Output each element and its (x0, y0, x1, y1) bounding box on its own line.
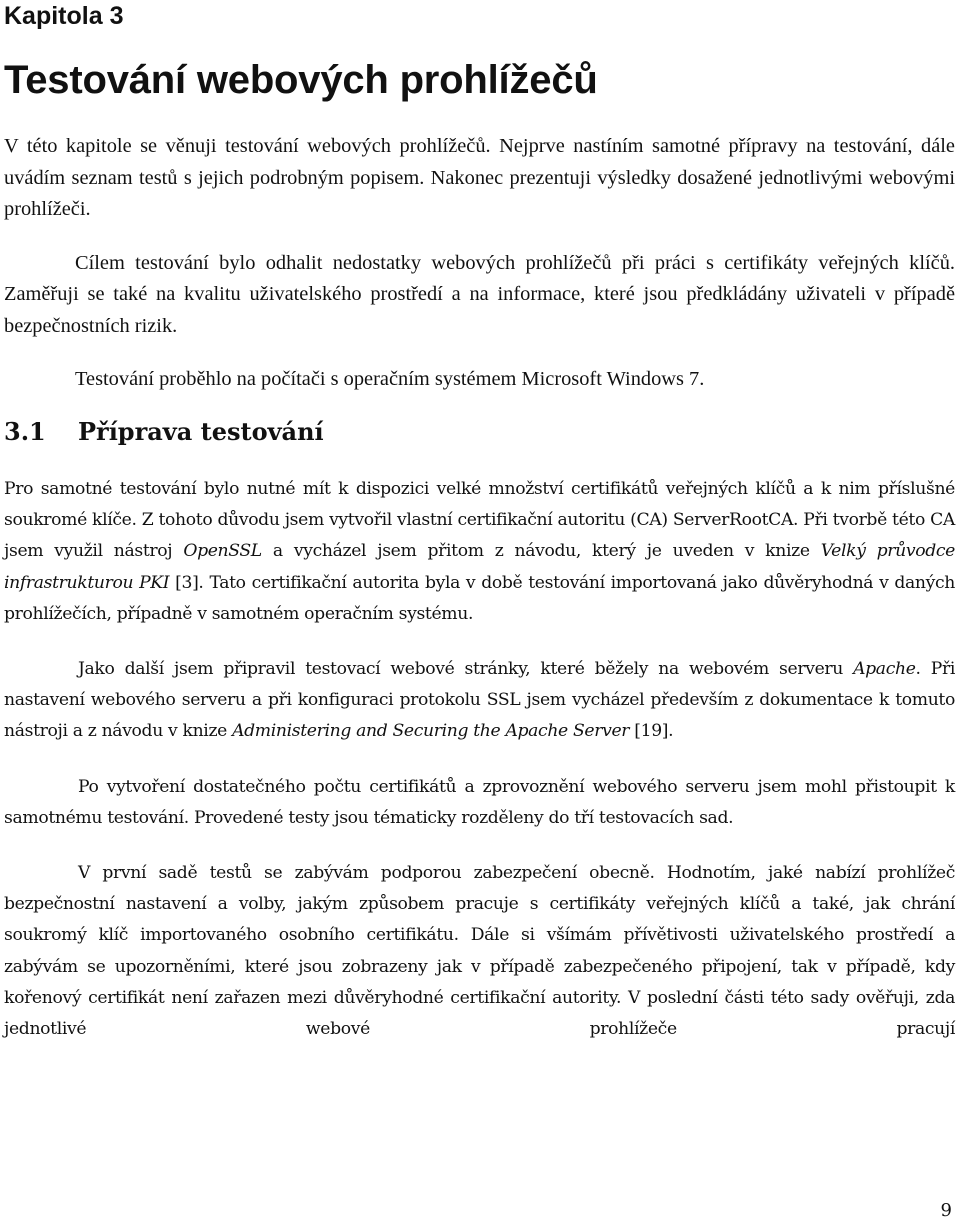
text-run: Pro samotné testování bylo nutné mít k dispozici velké množství certifikátů veřejných klíčů a k nim příslušné soukromé klíče. Z tohoto důvodu jsem vytvořil vlastní certifikační autoritu (CA) ServerRootCA. Při tvorbě této CA jsem využil nástroj (4, 479, 955, 562)
body-paragraph-3: Po vytvoření dostatečného počtu certifikátů a zprovoznění webového serveru jsem mohl přistoupit k samotnému testování. Provedené testy jsou tématicky rozděleny do tří testovacích sad. (4, 776, 955, 828)
section-number: 3.1 (4, 417, 46, 446)
chapter-title: Testování webových prohlížečů (4, 58, 598, 102)
italic-term: OpenSSL (183, 541, 262, 562)
text-run: a vycházel jsem přitom z návodu, který je uveden v knize (261, 541, 821, 562)
text-run: . Při nastavení webového serveru a při konfiguraci protokolu SSL jsem vycházel především z dokumentace k tomuto nástroji a z návodu v knize (4, 659, 955, 742)
text-run: Jako další jsem připravil testovací webové stránky, které běžely na webovém serveru (78, 659, 854, 680)
page-number: 9 (940, 1200, 952, 1221)
section-title: Příprava testování (78, 417, 324, 446)
body-paragraph-4: V první sadě testů se zabývám podporou zabezpečení obecně. Hodnotím, jaké nabízí prohlížeč bezpečnostní nastavení a volby, jakým způsobem pracuje s certifikáty veřejných klíčů a také, jak chrání soukromý klíč importovaného osobního certifikátu. Dále si všímám přívětivosti uživatelského prostředí a zabývám se upozorněními, které jsou zobrazeny jak v případě zabezpečeného připojení, tak v případě, kdy kořenový certifikát není zařazen mezi důvěryhodné certifikační autority. V poslední části této sady ověřuji, zda jednotlivé webové prohlížeče pracují (4, 863, 955, 1040)
intro-paragraph-1: V této kapitole se věnuji testování webových prohlížečů. Nejprve nastíním samotné přípravy na testování, dále uvádím seznam testů s jejich podrobným popisem. Nakonec prezentuji výsledky dosažené jednotlivými webovými prohlížeči. (4, 135, 955, 220)
document-page (4, 0, 956, 1226)
text-run: [19]. (629, 721, 674, 742)
book-title: Administering and Securing the Apache Server (232, 721, 630, 742)
intro-paragraph-3: Testování proběhlo na počítači s operačním systémem Microsoft Windows 7. (75, 368, 705, 390)
body-paragraph-2 (4, 654, 955, 748)
text-run: [3]. Tato certifikační autorita byla v době testování importovaná jako důvěryhodná v daných prohlížečích, případně v samotném operačním systému. (4, 572, 955, 624)
body-paragraph-1 (4, 474, 955, 630)
italic-term: Apache (853, 659, 916, 680)
chapter-intro (4, 131, 955, 418)
section-heading (4, 412, 324, 452)
section-body (4, 474, 955, 1069)
chapter-label: Kapitola 3 (4, 2, 124, 30)
intro-paragraph-2: Cílem testování bylo odhalit nedostatky webových prohlížečů při práci s certifikáty veřejných klíčů. Zaměřuji se také na kvalitu uživatelského prostředí a na informace, které jsou předkládány uživateli v případě bezpečnostních rizik. (4, 251, 955, 337)
book-title: Velký průvodce infrastrukturou PKI (4, 541, 955, 593)
